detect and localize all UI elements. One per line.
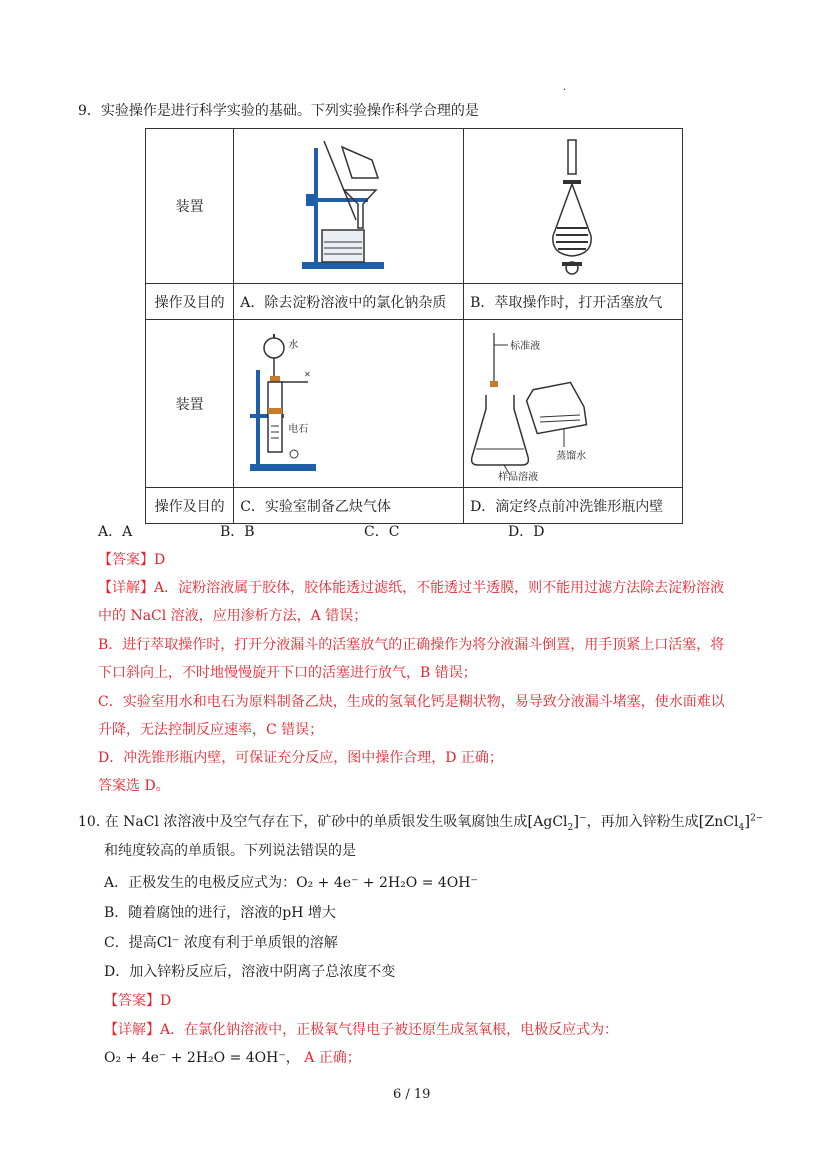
label-distilled-water: 蒸馏水 [556,450,587,462]
q9-detail-line: 【详解】A．淀粉溶液属于胶体，胶体能透过滤纸，不能透过半透膜，则不能用过滤方法除去淀粉溶液 [98,580,725,596]
row-label: 装置 [146,129,234,284]
q10-minus: − [579,813,587,824]
q10-option-d: D．加入锌粉反应后，溶液中阴离子总浓度不变 [104,964,396,980]
q10-detail-line2 [104,1048,361,1068]
row-label: 装置 [146,320,234,488]
q10-stem-a: 10. 在 NaCl 浓溶液中及空气存在下，矿砂中的单质银发生吸氧腐蚀生成 [78,814,528,830]
label-water: 水 [288,339,299,351]
option-a-caption: A．除去淀粉溶液中的氯化钠杂质 [234,284,464,320]
q9-options [98,522,698,542]
label-carbide: 电石 [288,423,309,435]
label-sample-solution: 样品溶液 [498,471,539,483]
option-c-caption: C．实验室制备乙炔气体 [234,488,464,524]
q9-detail-line: 答案选 D。 [98,778,170,794]
q9-option-c: C．C [364,524,400,540]
figure-c-cell [234,320,464,488]
q9-answer: 【答案】D [98,552,166,568]
q10-option-a [104,873,478,893]
figure-b-cell [464,129,683,284]
row-label: 操作及目的 [146,488,234,524]
q10-detail-equation: O₂ + 4e⁻ + 2H₂O = 4OH⁻， [104,1050,300,1066]
q10-sub-2: 2 [567,822,574,833]
q10-option-a-prefix: A．正极发生的电极反应式为： [104,875,297,891]
q10-stem-line1: 10. 在 NaCl 浓溶液中及空气存在下，矿砂中的单质银发生吸氧腐蚀生成[AgCl$_2$]−，再加入锌粉生成[ZnCl$_4$]$^{2-}$ [78,812,764,833]
q10-stem-b: ，再加入锌粉生成 [586,814,699,830]
q10-option-b: B．随着腐蚀的进行，溶液的pH 增大 [104,905,336,921]
figure-a-cell [234,129,464,284]
q10-option-a-equation: O₂ + 4e⁻ + 2H₂O = 4OH⁻ [296,875,478,891]
q9-option-a: A．A [98,524,133,540]
page-number: 6 / 19 [393,1087,431,1102]
header-dot: . [563,82,567,93]
q9-detail-line: 中的 NaCl 溶液，应用渗析方法，A 错误； [98,608,368,624]
q10-complex-agcl: AgCl [533,814,568,830]
separatory-funnel-figure [543,136,603,276]
q9-table [145,128,683,524]
option-b-caption: B．萃取操作时，打开活塞放气 [464,284,683,320]
q9-stem: 9．实验操作是进行科学实验的基础。下列实验操作科学合理的是 [78,103,479,119]
q9-detail-line: D．冲洗锥形瓶内壁，可保证充分反应，图中操作合理，D 正确； [98,750,503,766]
q10-detail-tail: A 正确； [304,1050,361,1066]
q9-option-d: D．D [508,524,545,540]
q10-sub-4: 4 [738,822,745,833]
q9-detail-line: B．进行萃取操作时，打开分液漏斗的活塞放气的正确操作为将分液漏斗倒置，用手顶紧上口活塞，将 [98,637,725,653]
option-d-caption: D．滴定终点前冲洗锥形瓶内壁 [464,488,683,524]
q10-detail-line1: 【详解】A．在氯化钠溶液中，正极氧气得电子被还原生成氢氧根，电极反应式为： [104,1022,619,1038]
figure-d-cell [464,320,683,488]
label-standard-solution: 标准液 [510,340,541,352]
q10-option-c: C．提高Cl⁻ 浓度有利于单质银的溶解 [104,935,338,951]
q9-detail-line: 下口斜向上，不时地慢慢旋开下口的活塞进行放气，B 错误； [98,665,477,681]
q9-detail-line: 升降，无法控制反应速率，C 错误； [98,722,324,738]
svg-text:✕: ✕ [304,369,311,379]
filtration-apparatus-figure [294,136,404,276]
q10-stem-line2: 和纯度较高的单质银。下列说法错误的是 [104,843,356,859]
acetylene-generator-figure [246,330,356,478]
q9-detail-line: C．实验室用水和电石为原料制备乙炔，生成的氢氧化钙是糊状物，易导致分液漏斗堵塞，使水面难以 [98,694,725,710]
row-label: 操作及目的 [146,284,234,320]
q10-complex-zncl: ZnCl [704,814,739,830]
q10-charge: 2− [750,813,764,824]
q9-option-b: B．B [220,524,255,540]
q10-answer: 【答案】D [104,993,172,1009]
